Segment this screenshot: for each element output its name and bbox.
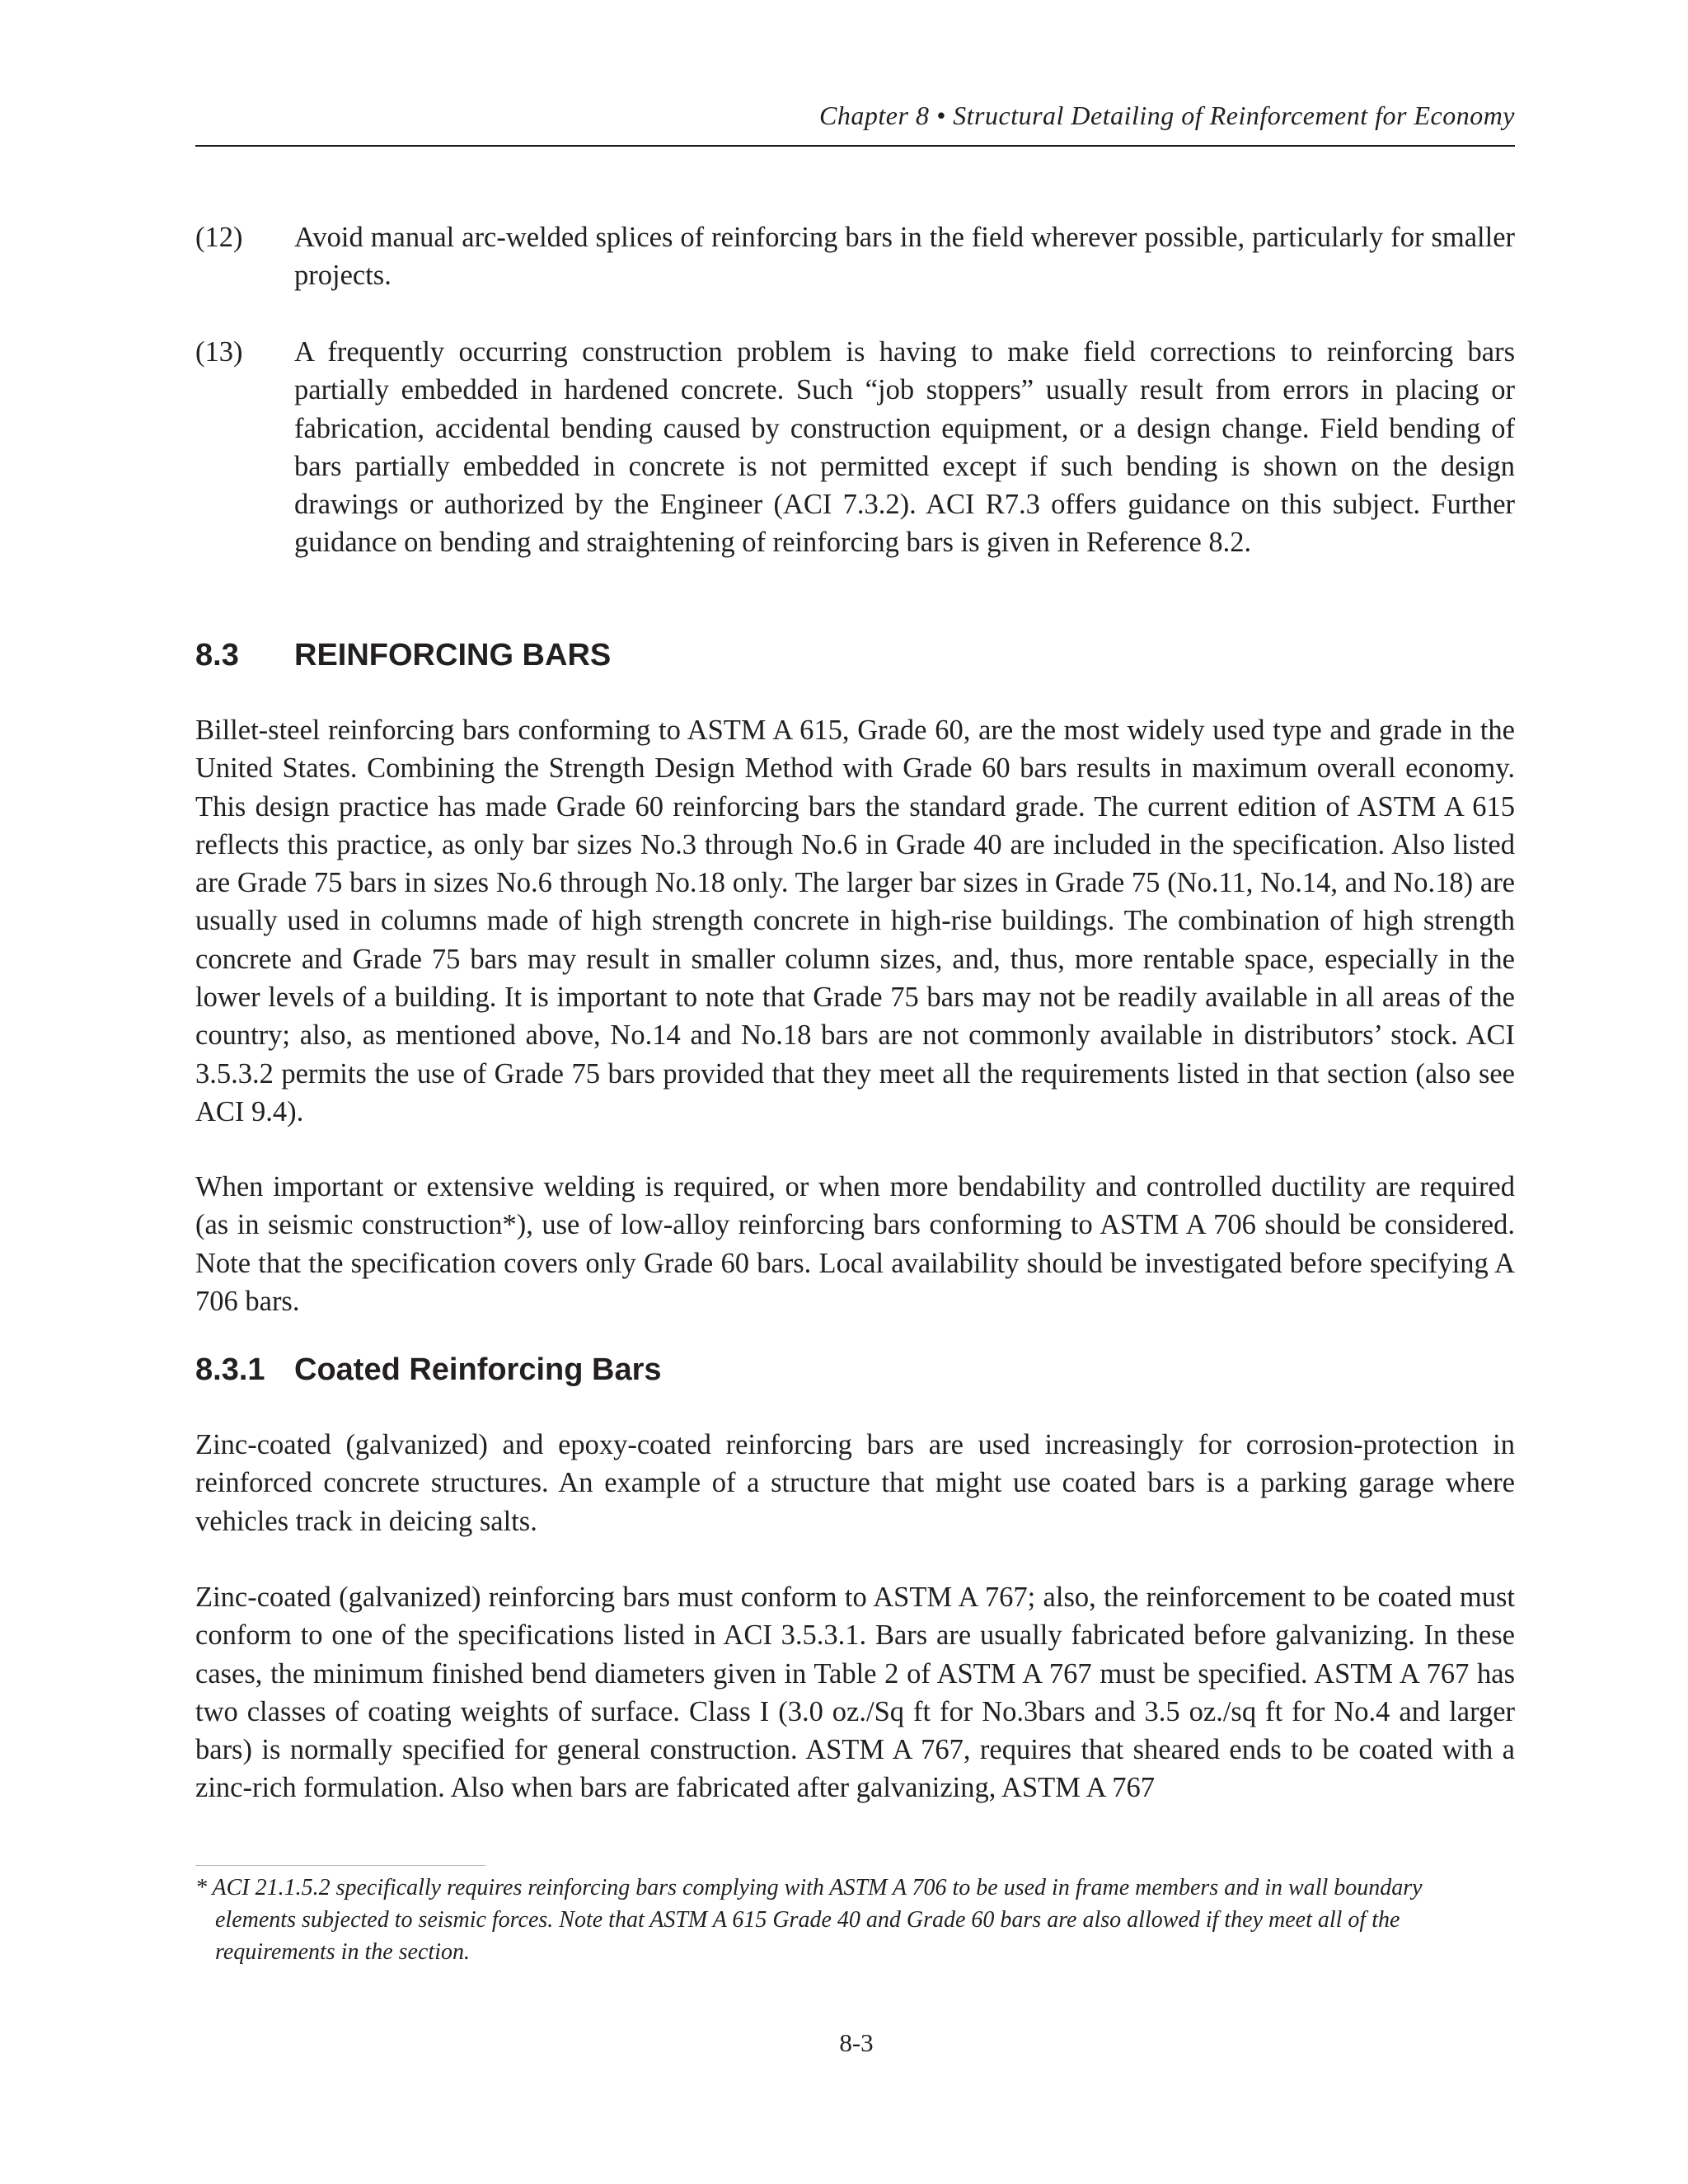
footnote [195, 1872, 1489, 1968]
section-title: Coated Reinforcing Bars [294, 1352, 662, 1387]
paragraph: Zinc-coated (galvanized) and epoxy-coated reinforcing bars are used increasingly for corrosion-protection in reinforced concrete structures. An example of a structure that might use coated bars is a parking garage where vehicles track in deicing salts. [195, 1429, 1515, 1537]
list-item-13 [195, 333, 1515, 562]
paragraph: Zinc-coated (galvanized) reinforcing bars must conform to ASTM A 767; also, the reinforcement to be coated must conform to one of the specifications listed in ACI 3.5.3.1. Bars are usually fabricated before galvanizing. In these cases, the minimum finished bend diameters given in Table 2 of ASTM A 767 must be specified. ASTM A 767 has two classes of coating weights of surface. Class I (3.0 oz./Sq ft for No.3bars and 3.5 oz./sq ft for No.4 and larger bars) is normally specified for general construction. ASTM A 767, requires that sheared ends to be coated with a zinc-rich formulation. Also when bars are fabricated after galvanizing, ASTM A 767 [195, 1582, 1515, 1804]
page-number: 8-3 [839, 2028, 874, 2057]
running-head: Chapter 8 • Structural Detailing of Reinforcement for Economy [819, 101, 1515, 130]
paragraph: Billet-steel reinforcing bars conforming to ASTM A 615, Grade 60, are the most widely used type and grade in the United States. Combining the Strength Design Method with Grade 60 bars results in maximum overall economy. This design practice has made Grade 60 reinforcing bars the standard grade. The current edition of ASTM A 615 reflects this practice, as only bar sizes No.3 through No.6 in Grade 40 are included in the specification. Also listed are Grade 75 bars in sizes No.6 through No.18 only. The larger bar sizes in Grade 75 (No.11, No.14, and No.18) are usually used in columns made of high strength concrete in high-rise buildings. The combination of high strength concrete and Grade 75 bars may result in smaller column sizes, and, thus, more rentable space, especially in the lower levels of a building. It is important to note that Grade 75 bars may not be readily available in all areas of the country; also, as mentioned above, No.14 and No.18 bars are not commonly available in distributors’ stock. ACI 3.5.3.2 permits the use of Grade 75 bars provided that they meet all the requirements listed in that section (also see ACI 9.4). [195, 715, 1515, 1127]
section-number: 8.3.1 [195, 1352, 265, 1387]
list-item-text: Avoid manual arc-welded splices of reinforcing bars in the field wherever possible, particularly for smaller projects. [294, 222, 1515, 292]
list-item-number: (12) [195, 222, 243, 253]
list-item-text: A frequently occurring construction problem is having to make field corrections to reinforcing bars partially embedded in hardened concrete. Such “job stoppers” usually result from errors in placing or fabrication, accidental bending caused by construction equipment, or a design change. Field bending of bars partially embedded in concrete is not permitted except if such bending is shown on the design drawings or authorized by the Engineer (ACI 7.3.2). ACI R7.3 offers guidance on this subject. Further guidance on bending and straightening of reinforcing bars is given in Reference 8.2. [294, 336, 1515, 559]
section-title: REINFORCING BARS [294, 638, 612, 673]
paragraph: When important or extensive welding is required, or when more bendability and controlled ductility are required (as in seismic construction*), use of low-alloy reinforcing bars conforming to ASTM A 706 should be considered. Note that the specification covers only Grade 60 bars. Local availability should be investigated before specifying A 706 bars. [195, 1171, 1515, 1317]
list-item-12 [195, 218, 1515, 295]
footnote-rule [195, 1865, 485, 1866]
section-number: 8.3 [195, 638, 239, 673]
footnote-text: * ACI 21.1.5.2 specifically requires reinforcing bars complying with ASTM A 706 to be used in frame members and in wall boundary elements subjected to seismic forces. Note that ASTM A 615 Grade 40 and Grade 60 bars are also allowed if they meet all of the requirements in the section. [195, 1875, 1423, 1965]
list-item-number: (13) [195, 336, 243, 368]
header-rule [195, 145, 1515, 147]
